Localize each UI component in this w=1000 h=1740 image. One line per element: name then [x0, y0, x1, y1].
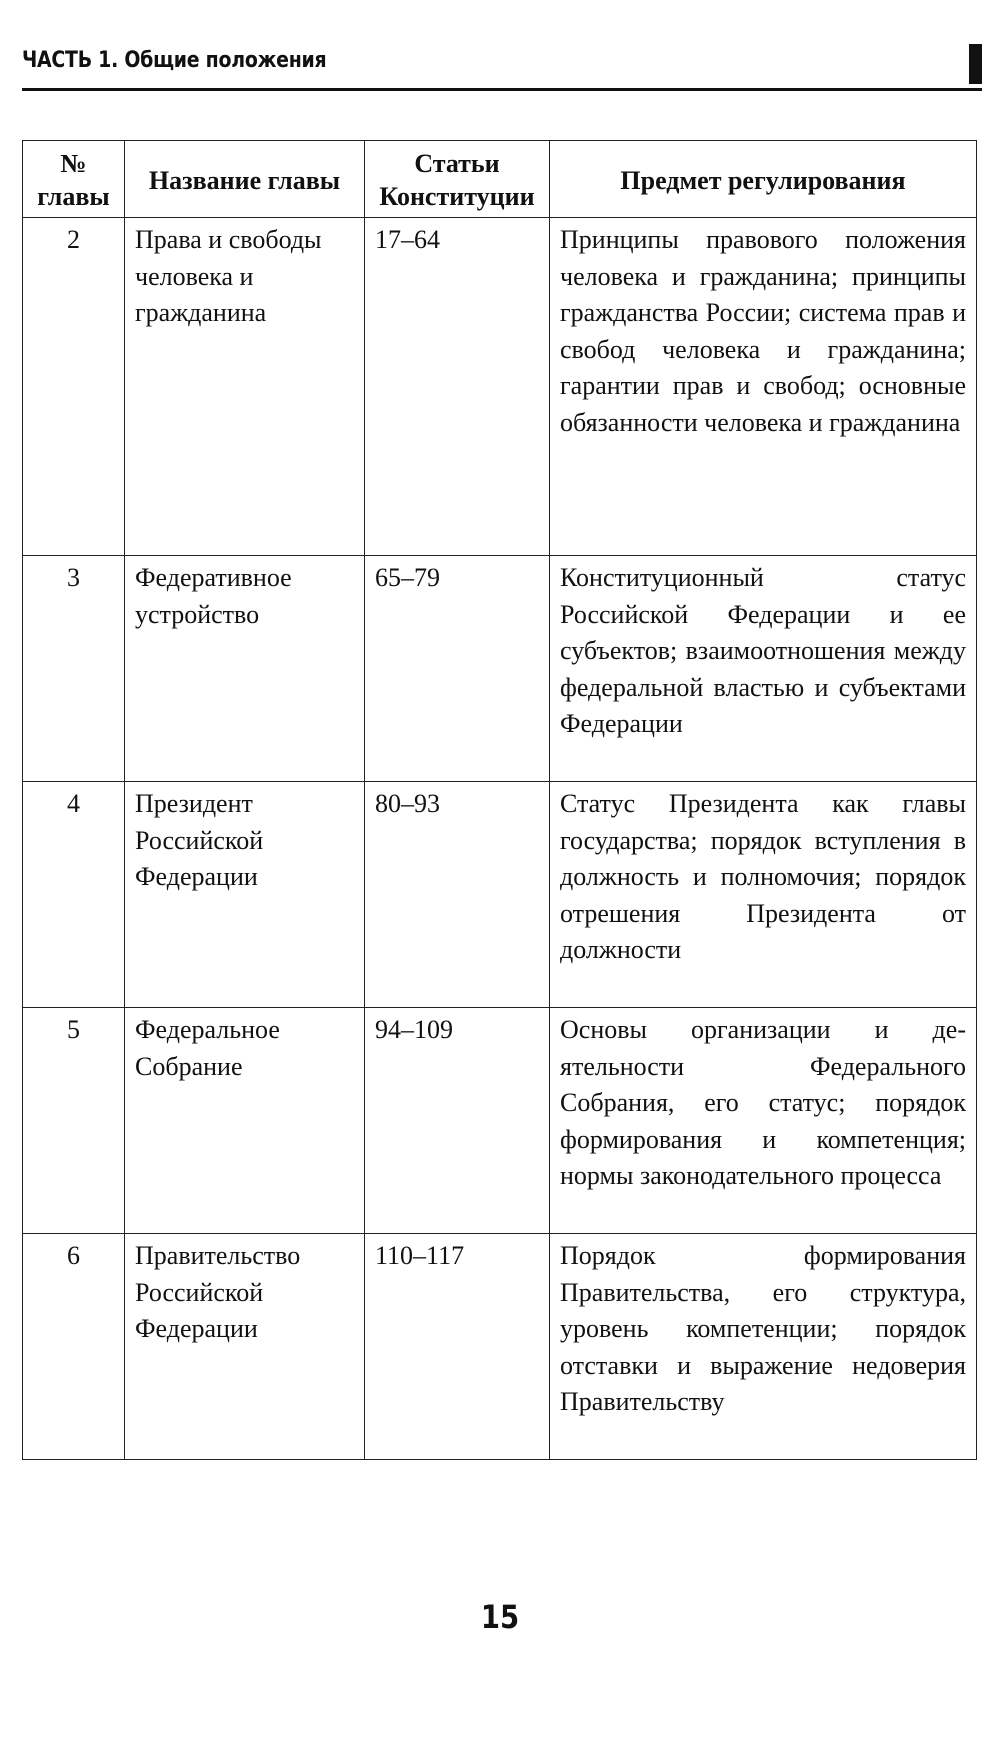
chapter-name: Права и свободы человека и гражданина: [125, 218, 365, 556]
constitution-chapters-table: [22, 140, 977, 1460]
chapter-number: 5: [23, 1008, 125, 1234]
chapter-articles: 94–109: [365, 1008, 550, 1234]
chapter-subject: Принципы правового положения человека и гражданина; принципы гражданства России; система прав и свобод человека и гражданина; гарантии прав и свобод; основные обязанности человека и гражданина: [550, 218, 977, 556]
running-header: [22, 44, 982, 91]
header-edge-mark: [969, 44, 982, 84]
chapter-name: Федеральное Собрание: [125, 1008, 365, 1234]
running-title: ЧАСТЬ 1. Общие положения: [22, 48, 327, 73]
table-row: [23, 556, 977, 782]
table-row: [23, 782, 977, 1008]
page-number: 15: [480, 1598, 520, 1636]
chapter-articles: 110–117: [365, 1234, 550, 1460]
header-chapter-number: № главы: [23, 141, 125, 218]
header-subject: Предмет регулирования: [550, 141, 977, 218]
chapter-subject: Конституционный статус Российской Федерации и ее субъектов; взаимоотношения между федеральной властью и субъектами Федерации: [550, 556, 977, 782]
table-row: [23, 218, 977, 556]
chapter-number: 4: [23, 782, 125, 1008]
chapter-articles: 65–79: [365, 556, 550, 782]
header-chapter-name: Название главы: [125, 141, 365, 218]
chapter-name: Президент Российской Федерации: [125, 782, 365, 1008]
chapter-articles: 17–64: [365, 218, 550, 556]
chapter-name: Федеративное устройство: [125, 556, 365, 782]
header-articles: Статьи Конституции: [365, 141, 550, 218]
chapter-articles: 80–93: [365, 782, 550, 1008]
chapter-subject: Порядок формирования Правительства, его структура, уровень компетенции; порядок отставки и выражение недоверия Правительству: [550, 1234, 977, 1460]
chapter-number: 6: [23, 1234, 125, 1460]
chapter-number: 2: [23, 218, 125, 556]
chapter-subject: Основы организации и деятельности Федерального Собрания, его статус; порядок формирования и компетенция; нормы законодательного процесса: [550, 1008, 977, 1234]
chapter-number: 3: [23, 556, 125, 782]
chapter-subject: Статус Президента как главы государства; порядок вступления в должность и полномочия; порядок отрешения Президента от должности: [550, 782, 977, 1008]
table-row: [23, 1234, 977, 1460]
table-header-row: [23, 141, 977, 218]
table-row: [23, 1008, 977, 1234]
chapter-name: Правительство Российской Федерации: [125, 1234, 365, 1460]
